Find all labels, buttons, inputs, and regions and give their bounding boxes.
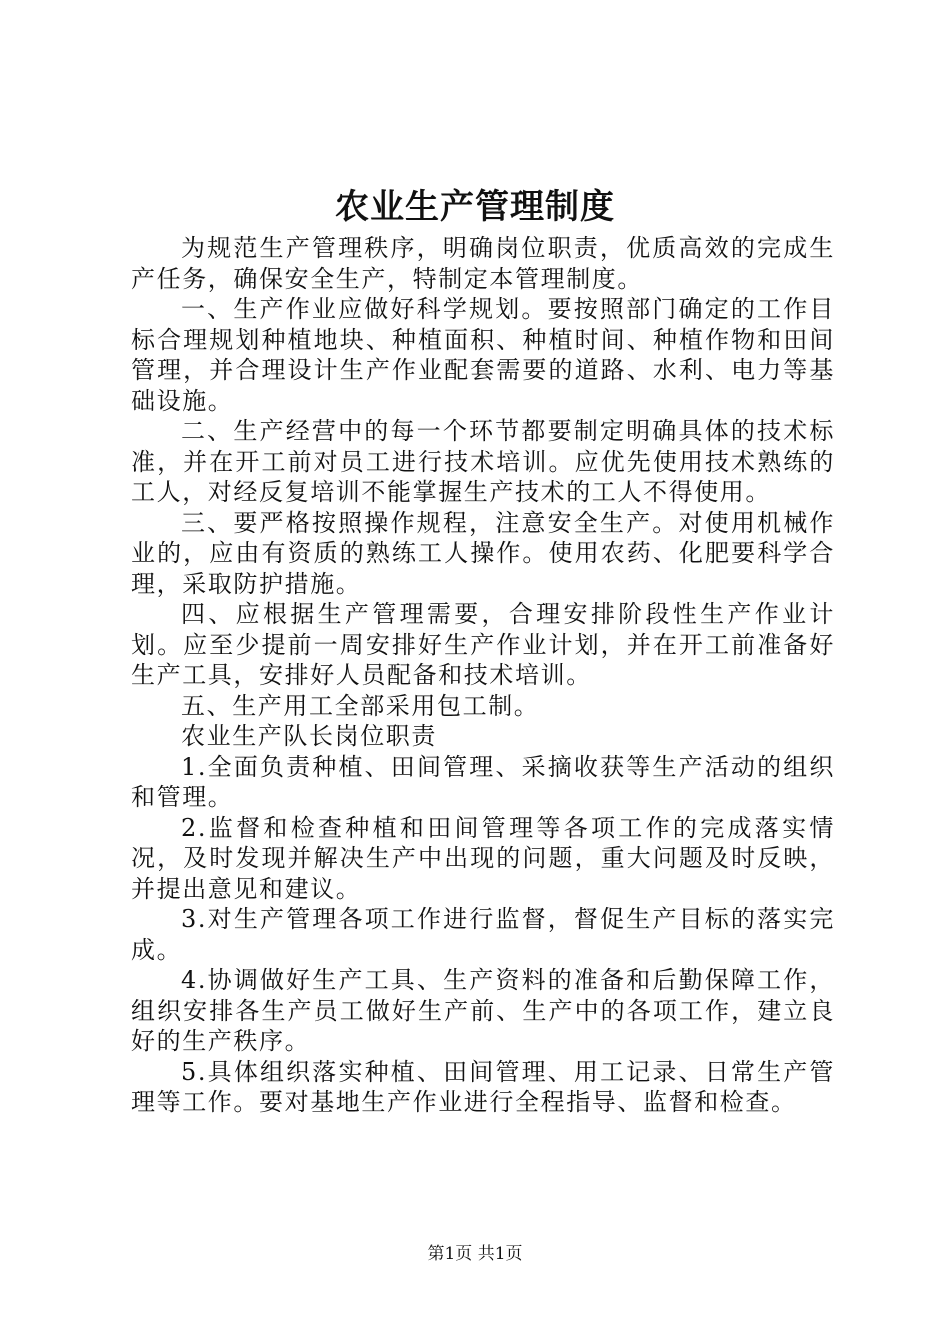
page-footer: 第1页 共1页: [427, 1244, 523, 1264]
paragraph-item-1: 一、生产作业应做好科学规划。要按照部门确定的工作目标合理规划种植地块、种植面积、种植时间、种植作物和田间管理，并合理设计生产作业配套需要的道路、水利、电力等基础设施。: [131, 295, 835, 415]
document-title: 农业生产管理制度: [335, 187, 615, 227]
duty-item-5: 5.具体组织落实种植、田间管理、用工记录、日常生产管理等工作。要对基地生产作业进行全程指导、监督和检查。: [131, 1057, 835, 1116]
duty-item-2: 2.监督和检查种植和田间管理等各项工作的完成落实情况，及时发现并解决生产中出现的问题，重大问题及时反映，并提出意见和建议。: [131, 813, 835, 903]
document-body: [131, 233, 835, 1118]
duty-item-4: 4.协调做好生产工具、生产资料的准备和后勤保障工作，组织安排各生产员工做好生产前、生产中的各项工作，建立良好的生产秩序。: [131, 966, 835, 1055]
duty-item-3: 3.对生产管理各项工作进行监督，督促生产目标的落实完成。: [131, 905, 835, 964]
section-heading-duties: 农业生产队长岗位职责: [181, 722, 437, 750]
paragraph-intro: 为规范生产管理秩序，明确岗位职责，优质高效的完成生产任务，确保安全生产，特制定本管理制度。: [131, 234, 835, 293]
paragraph-item-2: 二、生产经营中的每一个环节都要制定明确具体的技术标准，并在开工前对员工进行技术培训。应优先使用技术熟练的工人，对经反复培训不能掌握生产技术的工人不得使用。: [131, 417, 835, 506]
paragraph-item-4: 四、应根据生产管理需要，合理安排阶段性生产作业计划。应至少提前一周安排好生产作业计划，并在开工前准备好生产工具，安排好人员配备和技术培训。: [131, 600, 835, 689]
duty-item-1: 1.全面负责种植、田间管理、采摘收获等生产活动的组织和管理。: [131, 752, 835, 811]
paragraph-item-5: 五、生产用工全部采用包工制。: [181, 691, 540, 720]
paragraph-item-3: 三、要严格按照操作规程，注意安全生产。对使用机械作业的，应由有资质的熟练工人操作。使用农药、化肥要科学合理，采取防护措施。: [131, 508, 835, 598]
